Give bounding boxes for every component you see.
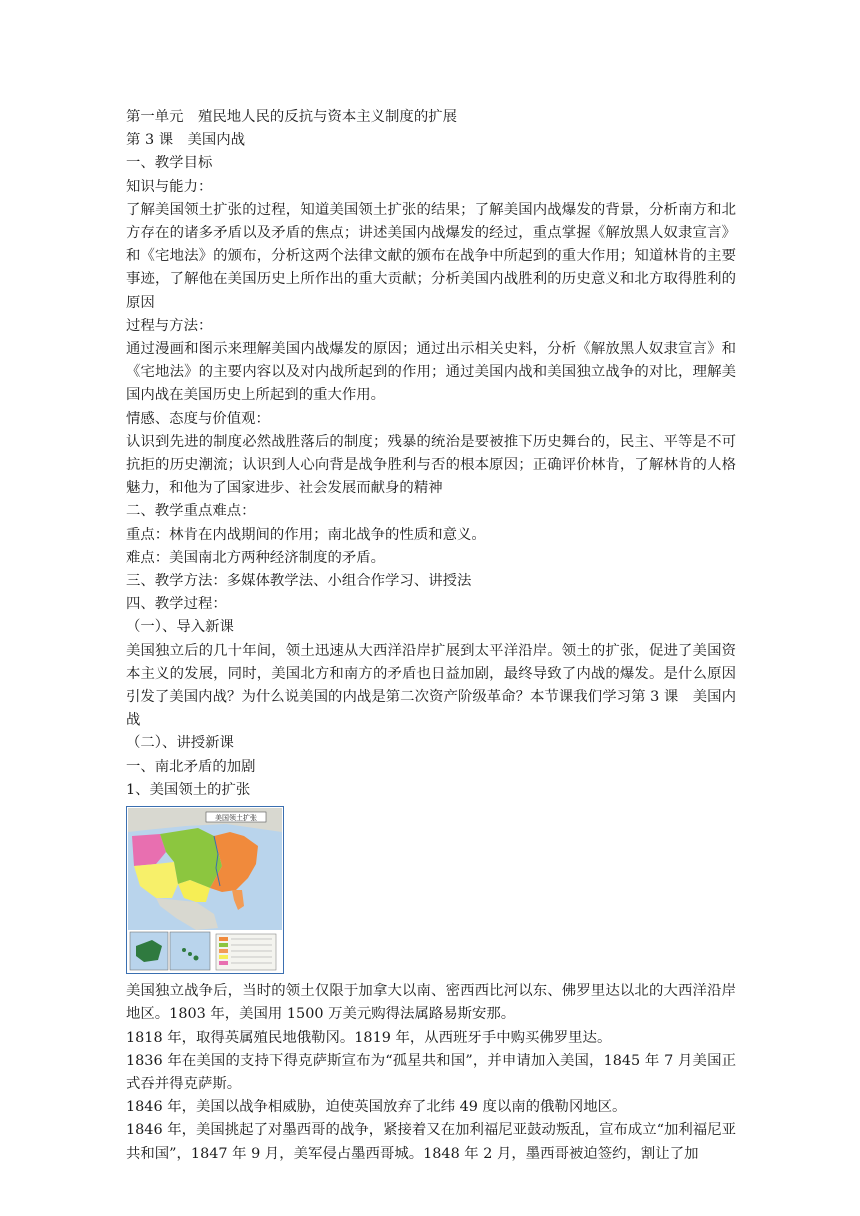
section-heading: 二、教学重点难点： xyxy=(126,503,256,520)
unit-title: 第一单元 殖民地人民的反抗与资本主义制度的扩展 xyxy=(126,109,457,125)
paragraph: 重点：林肯在内战期间的作用；南北战争的性质和意义。 xyxy=(126,526,486,543)
paragraph: 难点：美国南北方两种经济制度的矛盾。 xyxy=(126,549,386,566)
subheading: 过程与方法： xyxy=(126,317,213,334)
section-heading: 一、教学目标 xyxy=(126,155,213,172)
paragraph: 1846 年，美国挑起了对墨西哥的战争，紧接着又在加利福尼亚鼓动叛乱，宣布成立“加利福尼亚共和国”，1847 年 9 月，美军侵占墨西哥城。1848 年 2 月，墨西哥被迫签约，割让了加 xyxy=(126,1122,736,1162)
subheading: 一、南北矛盾的加剧 xyxy=(126,758,256,775)
subheading: （二）、讲授新课 xyxy=(126,735,234,752)
territory-map xyxy=(126,806,284,974)
paragraph: 通过漫画和图示来理解美国内战爆发的原因；通过出示相关史料，分析《解放黑人奴隶宣言》和《宅地法》的主要内容以及对内战所起到的作用；通过美国内战和美国独立战争的对比，理解美国内战在美国历史上所起到的重大作用。 xyxy=(126,341,736,404)
paragraph: 1846 年，美国以战争相威胁，迫使英国放弃了北纬 49 度以南的俄勒冈地区。 xyxy=(126,1099,627,1116)
subheading: 知识与能力： xyxy=(126,178,213,195)
paragraph: 1836 年在美国的支持下得克萨斯宣布为“孤星共和国”，并申请加入美国，1845 年 7 月美国正式吞并得克萨斯。 xyxy=(126,1052,736,1092)
subheading: 1、美国领土的扩张 xyxy=(126,781,251,798)
paragraph: 美国独立战争后，当时的领土仅限于加拿大以南、密西西比河以东、佛罗里达以北的大西洋沿岸地区。1803 年，美国用 1500 万美元购得法属路易斯安那。 xyxy=(126,983,736,1023)
paragraph: 美国独立后的几十年间，领土迅速从大西洋沿岸扩展到太平洋沿岸。领土的扩张，促进了美国资本主义的发展，同时，美国北方和南方的矛盾也日益加剧，最终导致了内战的爆发。是什么原因引发了美国内战？为什么说美国的内战是第二次资产阶级革命？本节课我们学习第 3 课 美国内战 xyxy=(126,642,736,729)
subheading: （一）、导入新课 xyxy=(126,619,234,636)
paragraph: 认识到先进的制度必然战胜落后的制度；残暴的统治是要被推下历史舞台的，民主、平等是不可抗拒的历史潮流；认识到人心向背是战争胜利与否的根本原因；正确评价林肯，了解林肯的人格魅力，和他为了国家进步、社会发展而献身的精神 xyxy=(126,433,736,497)
territory-map-figure xyxy=(126,806,284,974)
section-heading: 四、教学过程： xyxy=(126,596,227,613)
map-title: 美国领土扩张 xyxy=(215,814,257,823)
paragraph: 1818 年，取得英属殖民地俄勒冈。1819 年，从西班牙手中购买佛罗里达。 xyxy=(126,1029,612,1046)
document-body xyxy=(126,106,736,1166)
lesson-title: 第 3 课 美国内战 xyxy=(126,132,246,149)
subheading: 情感、态度与价值观： xyxy=(126,410,270,427)
section-heading: 三、教学方法：多媒体教学法、小组合作学习、讲授法 xyxy=(126,573,472,590)
paragraph: 了解美国领土扩张的过程，知道美国领土扩张的结果；了解美国内战爆发的背景，分析南方和北方存在的诸多矛盾以及矛盾的焦点；讲述美国内战爆发的经过，重点掌握《解放黑人奴隶宣言》和《宅地法》的颁布，分析这两个法律文献的颁布在战争中所起到的重大作用；知道林肯的主要事迹，了解他在美国历史上所作出的重大贡献；分析美国内战胜利的历史意义和北方取得胜利的原因 xyxy=(126,201,736,311)
